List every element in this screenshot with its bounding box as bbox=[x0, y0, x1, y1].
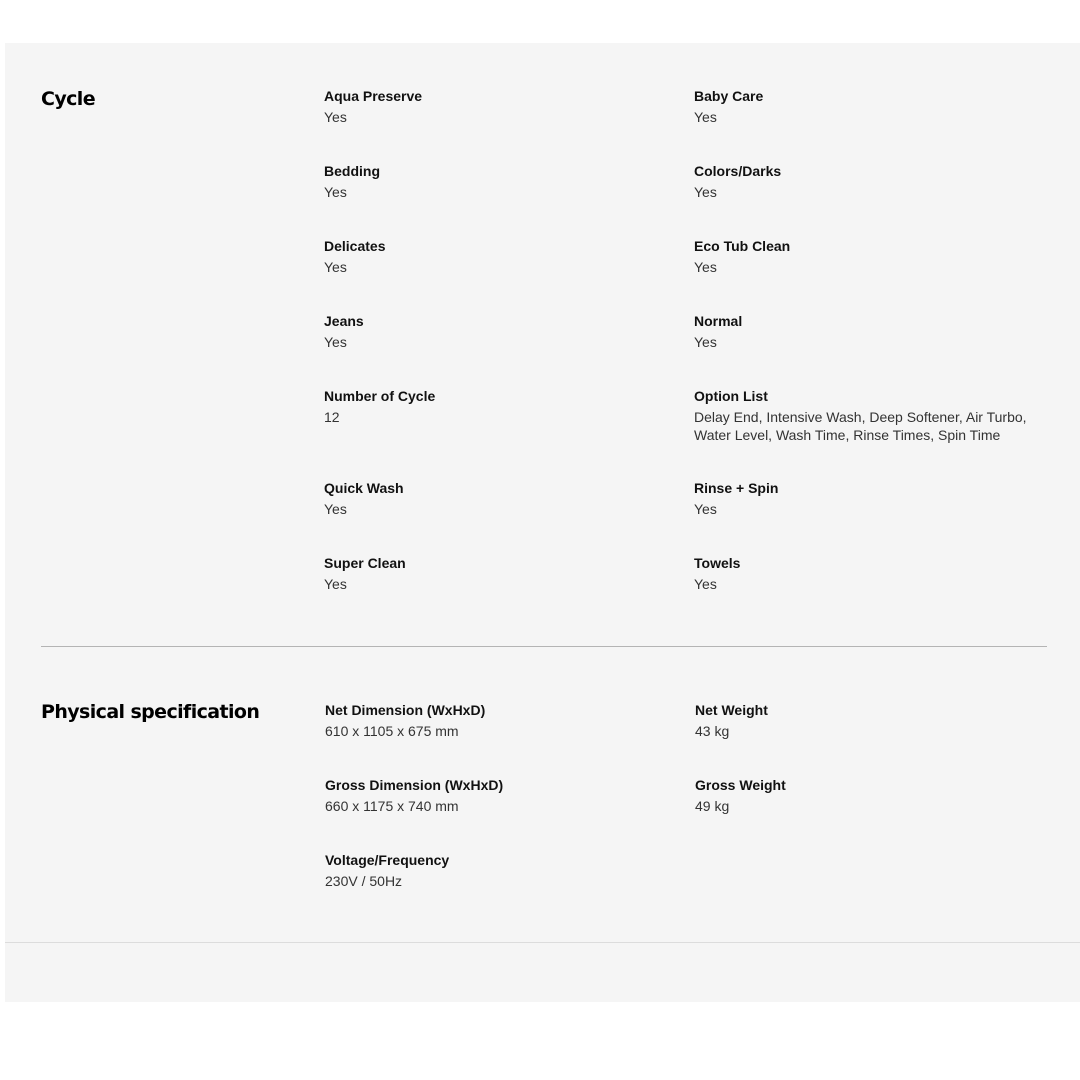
section-title-physical-specification: Physical specification bbox=[41, 701, 260, 723]
spec-label: Gross Weight bbox=[695, 777, 786, 793]
spec-delicates bbox=[324, 237, 664, 276]
spec-label: Colors/Darks bbox=[694, 163, 782, 179]
spec-value: 230V / 50Hz bbox=[325, 873, 403, 889]
spec-eco-tub-clean bbox=[694, 237, 1034, 276]
spec-colors-darks bbox=[694, 162, 1034, 201]
spec-value: 660 x 1175 x 740 mm bbox=[325, 798, 459, 814]
spec-label: Voltage/Frequency bbox=[325, 852, 450, 868]
spec-value: Yes bbox=[324, 259, 347, 275]
spec-label: Bedding bbox=[324, 163, 380, 179]
spec-net-weight bbox=[695, 701, 1035, 740]
spec-normal bbox=[694, 312, 1034, 351]
spec-value: Yes bbox=[694, 501, 717, 517]
spec-value: Yes bbox=[694, 109, 717, 125]
spec-label: Net Weight bbox=[695, 702, 768, 718]
spec-value: Yes bbox=[694, 259, 717, 275]
spec-value: Yes bbox=[694, 576, 717, 592]
spec-label: Net Dimension (WxHxD) bbox=[325, 702, 486, 718]
spec-value: 43 kg bbox=[695, 723, 730, 739]
spec-gross-weight bbox=[695, 776, 1035, 815]
spec-value: Yes bbox=[324, 184, 347, 200]
spec-bedding bbox=[324, 162, 664, 201]
spec-label: Number of Cycle bbox=[324, 388, 436, 404]
spec-value: Yes bbox=[694, 334, 717, 350]
spec-label: Quick Wash bbox=[324, 480, 404, 496]
spec-aqua-preserve bbox=[324, 87, 664, 126]
spec-value: Delay End, Intensive Wash, Deep Softener, Air Turbo, Water Level, Wash Time, Rinse Times, Spin Time bbox=[694, 409, 1027, 443]
spec-label: Towels bbox=[694, 555, 741, 571]
spec-label: Gross Dimension (WxHxD) bbox=[325, 777, 504, 793]
spec-label: Eco Tub Clean bbox=[694, 238, 791, 254]
spec-baby-care bbox=[694, 87, 1034, 126]
spec-rinse-spin bbox=[694, 479, 1034, 518]
spec-quick-wash bbox=[324, 479, 664, 518]
spec-net-dimension bbox=[325, 701, 665, 740]
spec-label: Delicates bbox=[324, 238, 386, 254]
specs-panel bbox=[5, 43, 1080, 1002]
spec-value: Yes bbox=[324, 501, 347, 517]
spec-option-list bbox=[694, 387, 1034, 444]
spec-gross-dimension bbox=[325, 776, 665, 815]
spec-value: 610 x 1105 x 675 mm bbox=[325, 723, 459, 739]
section-divider bbox=[41, 646, 1047, 647]
spec-jeans bbox=[324, 312, 664, 351]
section-bottom-border bbox=[5, 942, 1080, 943]
spec-towels bbox=[694, 554, 1034, 593]
spec-value: Yes bbox=[694, 184, 717, 200]
spec-value: Yes bbox=[324, 109, 347, 125]
spec-label: Normal bbox=[694, 313, 743, 329]
spec-super-clean bbox=[324, 554, 664, 593]
spec-label: Rinse + Spin bbox=[694, 480, 779, 496]
spec-value: 12 bbox=[324, 409, 340, 425]
spec-number-of-cycle bbox=[324, 387, 664, 426]
spec-label: Super Clean bbox=[324, 555, 406, 571]
spec-label: Jeans bbox=[324, 313, 364, 329]
section-title-cycle: Cycle bbox=[41, 88, 95, 110]
spec-value: 49 kg bbox=[695, 798, 730, 814]
spec-label: Option List bbox=[694, 388, 768, 404]
spec-voltage-frequency bbox=[325, 851, 665, 890]
spec-value: Yes bbox=[324, 334, 347, 350]
spec-label: Baby Care bbox=[694, 88, 764, 104]
spec-label: Aqua Preserve bbox=[324, 88, 423, 104]
spec-value: Yes bbox=[324, 576, 347, 592]
